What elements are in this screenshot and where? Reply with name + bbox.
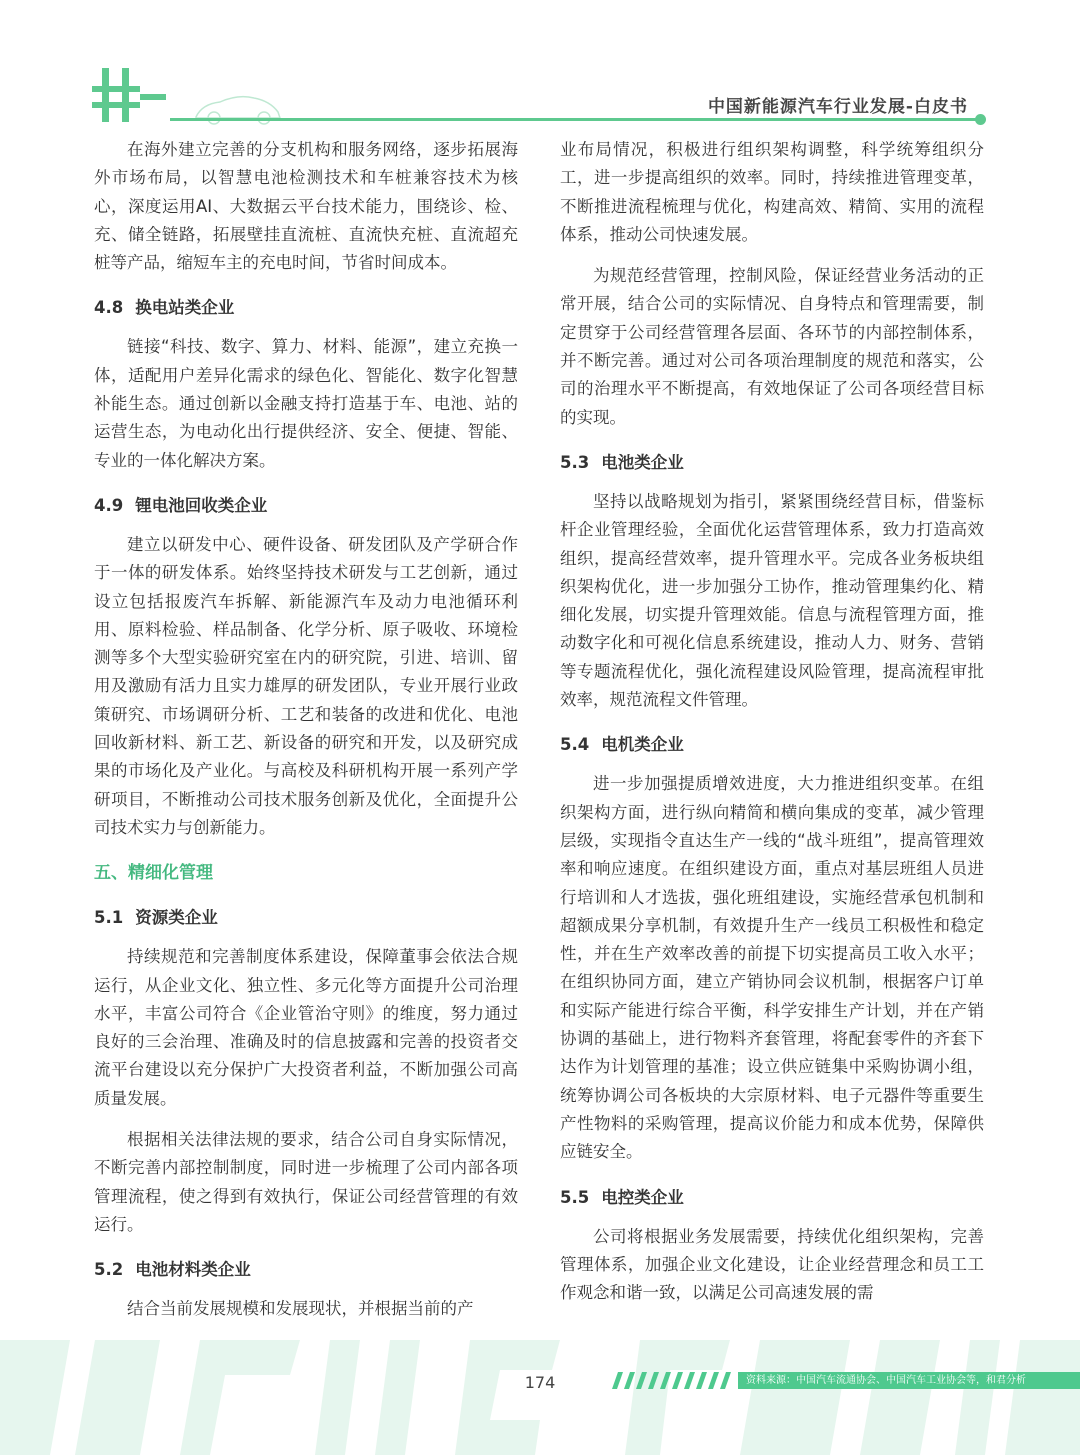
page-number: 174 (524, 1373, 556, 1392)
footer-stripes (612, 1372, 738, 1389)
section-heading-4-8: 4.8 换电站类企业 (94, 298, 235, 318)
paragraph-4-9: 建立以研发中心、硬件设备、研发团队及产学研合作于一体的研发体系。始终坚持技术研发与工艺创新，通过设立包括报废汽车拆解、新能源汽车及动力电池循环利用、原料检验、样品制备、化学分析、原子吸收、环境检测等多个大型实验研究室在内的研究院，引进、培训、留用及激励有活力且实力雄厚的研发团队，专业开展行业政策研究、市场调研分析、工艺和装备的改进和优化、电池回收新材料、新工艺、新设备的研究和开发，以及研究成果的市场化及产业化。与高校及科研机构开展一系列产学研项目，不断推动公司技术服务创新及优化，全面提升公司技术实力与创新能力。 (94, 534, 518, 837)
chapter-heading-5: 五、精细化管理 (94, 863, 213, 884)
paragraph-5-1b: 根据相关法律法规的要求，结合公司自身实际情况，不断完善内部控制制度，同时进一步梳理了公司内部各项管理流程，使之得到有效执行，保证公司经营管理的有效运行。 (94, 1130, 518, 1234)
paragraph-5-2b: 为规范经营管理，控制风险，保证经营业务活动的正常开展，结合公司的实际情况、自身特点和管理需要，制定贯穿于公司经营管理各层面、各环节的内部控制体系，并不断完善。通过对公司各项治理制度的规范和落实，公司的治理水平不断提高，有效地保证了公司各项经营目标的实现。 (560, 266, 984, 427)
section-heading-5-2: 5.2 电池材料类企业 (94, 1260, 251, 1280)
section-heading-5-4: 5.4 电机类企业 (560, 735, 684, 755)
paragraph-4-8: 链接“科技、数字、算力、材料、能源”，建立充换一体，适配用户差异化需求的绿色化、智能化、数字化智慧补能生态。通过创新以金融支持打造基于车、电池、站的运营生态，为电动化出行提供经济、安全、便捷、智能、专业的一体化解决方案。 (94, 337, 518, 470)
source-note: 资料来源：中国汽车流通协会、中国汽车工业协会等，和君分析 (738, 1372, 1080, 1389)
header-divider (170, 118, 978, 121)
page-header (0, 0, 1080, 140)
section-heading-5-3: 5.3 电池类企业 (560, 452, 684, 472)
section-heading-5-5: 5.5 电控类企业 (560, 1187, 684, 1207)
header-dot (975, 114, 986, 125)
right-column (560, 136, 984, 1307)
section-heading-4-9: 4.9 锂电池回收类企业 (94, 495, 268, 515)
section-heading-5-1: 5.1 资源类企业 (94, 908, 218, 928)
paragraph-5-4: 进一步加强提质增效进度，大力推进组织变革。在组织架构方面，进行纵向精简和横向集成的变革，减少管理层级，实现指令直达生产一线的“战斗班组”，提高管理效率和响应速度。在组织建设方面，重点对基层班组人员进行培训和人才选拔，强化班组建设，实施经营承包机制和超额成果分享机制，有效提升生产一线员工积极性和稳定性，并在生产效率改善的前提下切实提高员工收入水平；在组织协同方面，建立产销协同会议机制，根据客户订单和实际产能进行综合平衡，科学安排生产计划，并在产销协调的基础上，进行物料齐套管理，将配套零件的齐套下达作为计划管理的基准；设立供应链集中采购协调小组，统筹协调公司各板块的大宗原材料、电子元器件等重要生产性物料的采购管理，提高议价能力和成本优势，保障供应链安全。 (560, 774, 984, 1162)
left-column (94, 136, 518, 1324)
paragraph-overseas: 在海外建立完善的分支机构和服务网络，逐步拓展海外市场布局，以智慧电池检测技术和车桩兼容技术为核心，深度运用AI、大数据云平台技术能力，围绕诊、检、充、储全链路，拓展壁挂直流桩、直流快充桩、直流超充桩等产品，缩短车主的充电时间，节省时间成本。 (94, 140, 518, 273)
paragraph-5-2-continued: 业布局情况，积极进行组织架构调整，科学统筹组织分工，进一步提高组织的效率。同时，持续推进管理变革，不断推进流程梳理与优化，构建高效、精简、实用的流程体系，推动公司快速发展。 (560, 140, 984, 244)
paragraph-5-5: 公司将根据业务发展需要，持续优化组织架构，完善管理体系，加强企业文化建设，让企业经营理念和员工工作观念和谐一致，以满足公司高速发展的需 (560, 1226, 984, 1303)
paragraph-5-1a: 持续规范和完善制度体系建设，保障董事会依法合规运行，从企业文化、独立性、多元化等方面提升公司治理水平，丰富公司符合《企业管治守则》的维度，努力通过良好的三会治理、准确及时的信息披露和完善的投资者交流平台建设以充分保护广大投资者利益，不断加强公司高质量发展。 (94, 947, 518, 1108)
document-title: 中国新能源汽车行业发展-白皮书 (707, 97, 968, 117)
paragraph-5-2: 结合当前发展规模和发展现状，并根据当前的产 (127, 1299, 474, 1319)
paragraph-5-3: 坚持以战略规划为指引，紧紧围绕经营目标，借鉴标杆企业管理经验，全面优化运营管理体系，致力打造高效组织，提高经营效率，提升管理水平。完成各业务板块组织架构优化，进一步加强分工协作，推动管理集约化、精细化发展，切实提升管理效能。信息与流程管理方面，推动数字化和可视化信息系统建设，推动人力、财务、营销等专题流程优化，强化流程建设风险管理，提高流程审批效率，规范流程文件管理。 (560, 491, 984, 710)
